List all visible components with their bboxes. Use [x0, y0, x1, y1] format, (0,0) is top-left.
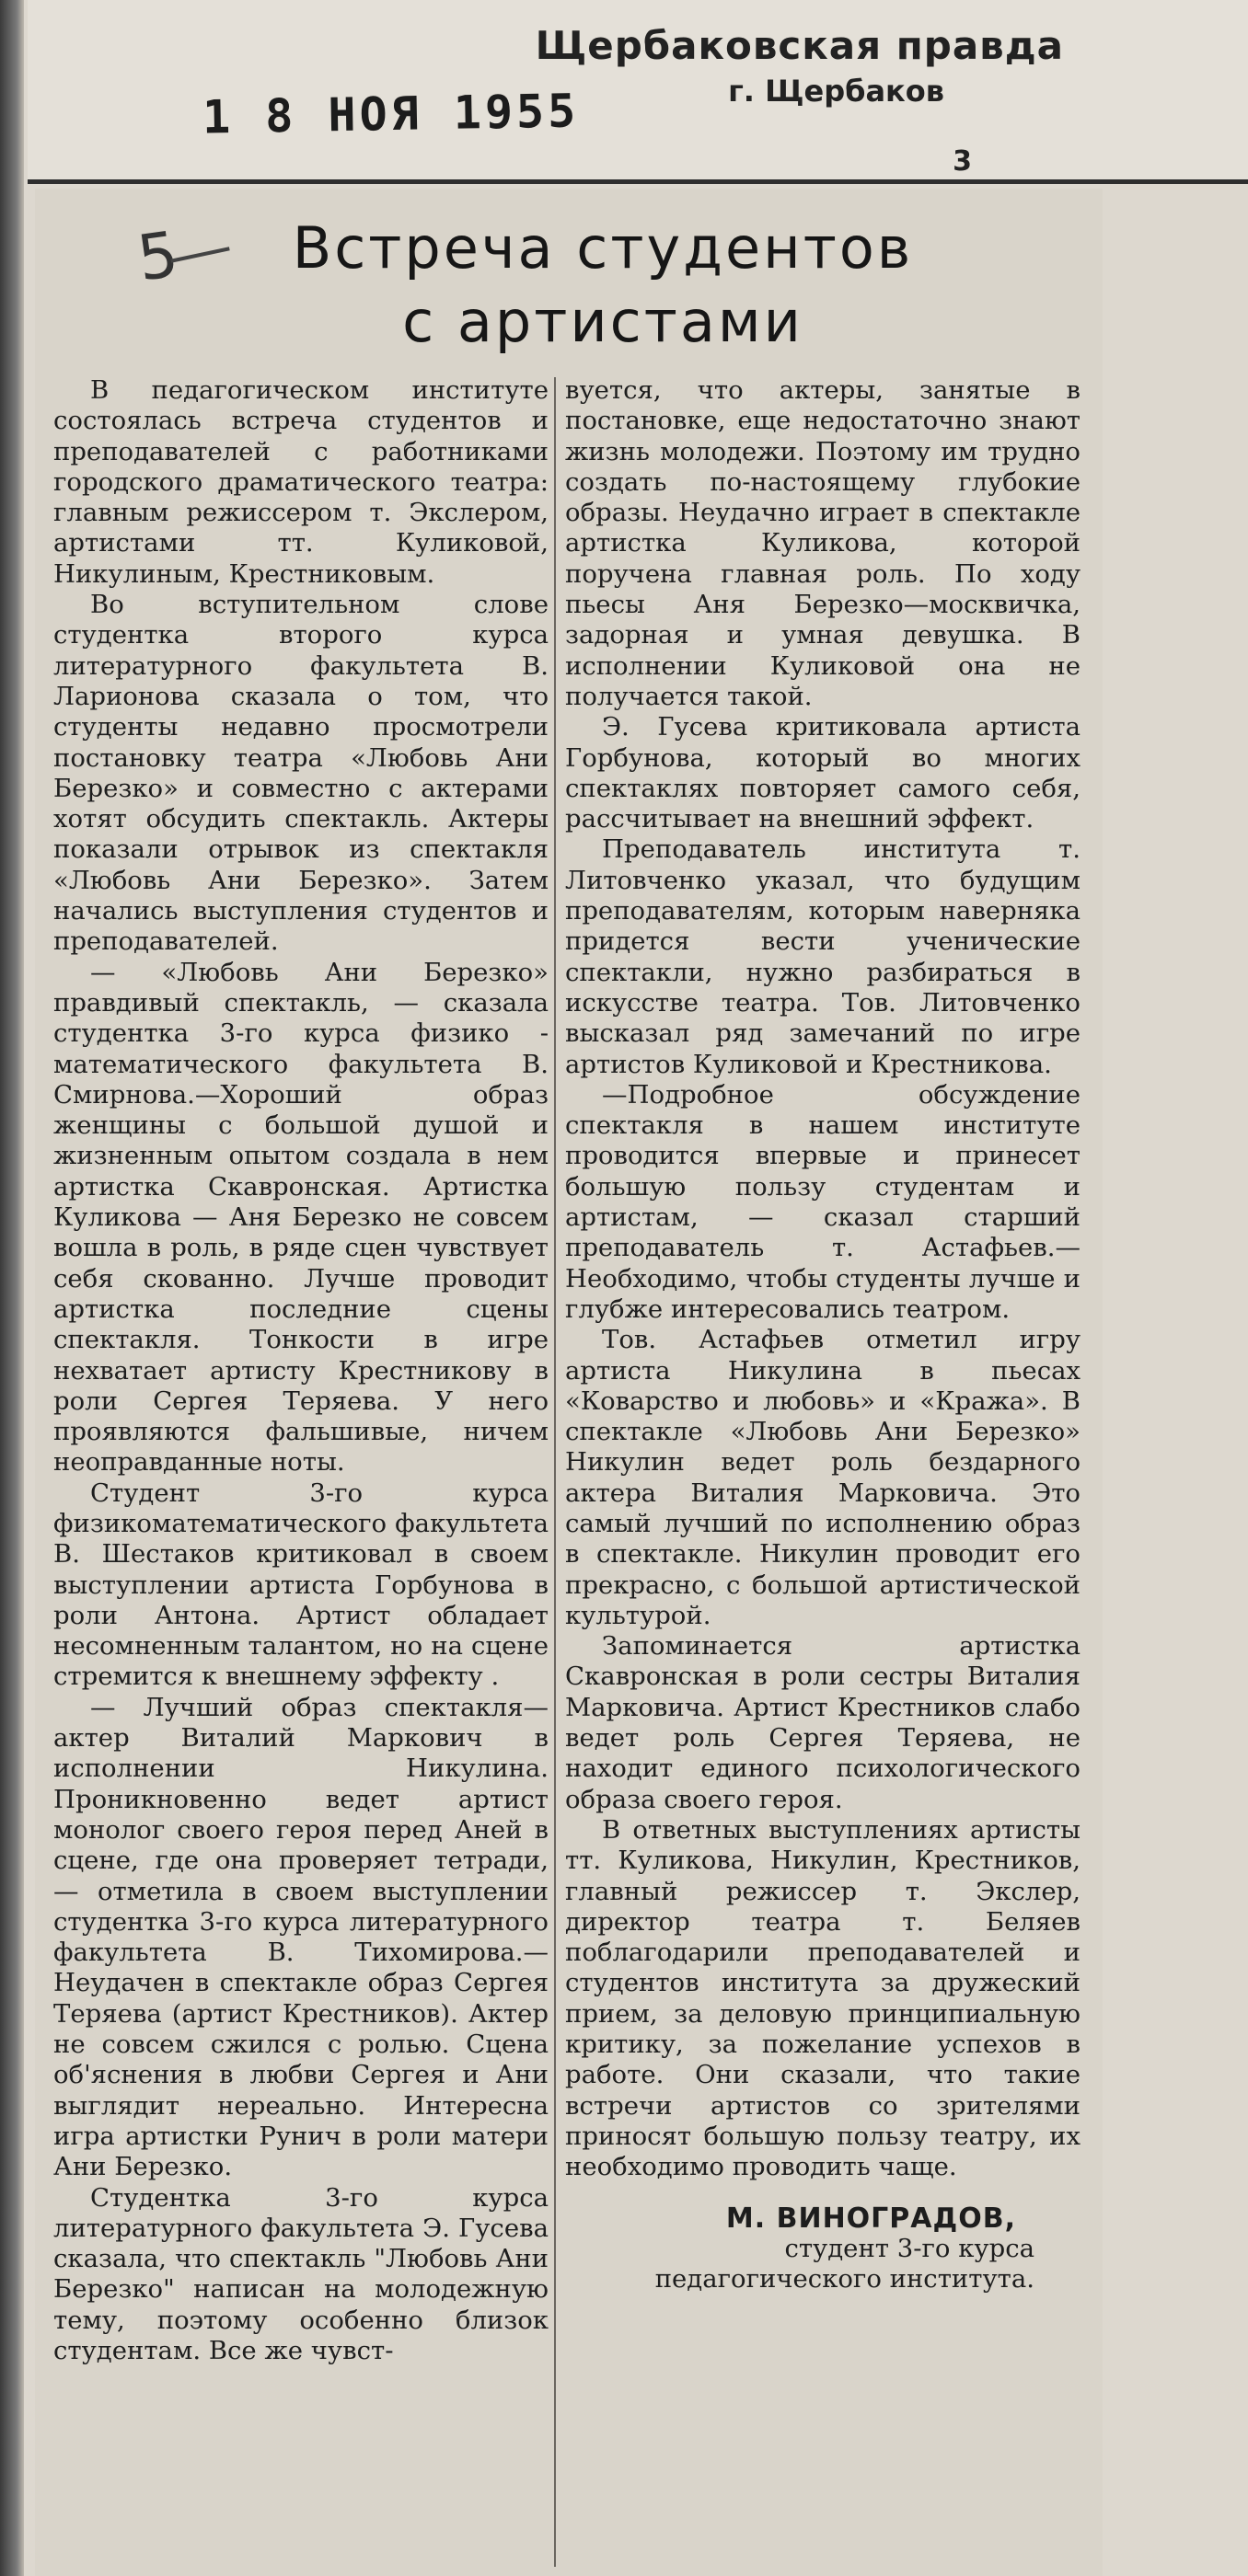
- column-rule: [554, 377, 556, 2567]
- paragraph: Запоминается артистка Скавронская в роли сестры Виталия Марковича. Артист Крестников слабо ведет роль Сергея Теряева, не находит единого психологического образа своего героя.: [565, 1631, 1080, 1814]
- article-column-left: [53, 375, 549, 2366]
- paragraph: В ответных выступлениях артисты тт. Куликова, Никулин, Крестников, главный режиссер т. Экслер, директор театра т. Беляев поблагодарили преподавателей и студентов института за дружеский прием, за деловую принципиальную критику, за пожелание успехов в работе. Они сказали, что такие встречи артистов со зрителями приносят большую пользу театру, их необходимо проводить чаще.: [565, 1814, 1080, 2182]
- newspaper-city: г. Щербаков: [728, 74, 944, 109]
- margin-pencil-mark: 5: [133, 218, 183, 296]
- date-stamp: 1 8 НОЯ 1955: [202, 84, 580, 144]
- author-affiliation-1: студент 3-го курса: [784, 2233, 1034, 2263]
- paragraph: —Подробное обсуждение спектакля в нашем институте проводится впервые и принесет большую пользу студентам и артистам, — сказал старший преподаватель т. Астафьев.—Необходимо, чтобы студенты лучше и глубже интересовались театром.: [565, 1079, 1080, 1324]
- paragraph: Во вступительном слове студентка второго курса литературного факультета В. Ларионова сказала о том, что студенты недавно просмотрели постановку театра «Любовь Ани Березко» и совместно с актерами хотят обсудить спектакль. Актеры показали отрывок из спектакля «Любовь Ани Березко». Затем начались выступления студентов и преподавателей.: [53, 590, 549, 957]
- paragraph: вуется, что актеры, занятые в постановке, еще недостаточно знают жизнь молодежи. Поэтому им трудно создать по-настоящему глубокие образы. Неудачно играет в спектакле артистка Куликова, которой поручена главная роль. По ходу пьесы Аня Березко—москвичка, задорная и умная девушка. В исполнении Куликовой она не получается такой.: [565, 375, 1080, 711]
- author-affiliation-2: педагогического института.: [654, 2264, 1034, 2294]
- scan-edge: [0, 0, 24, 2576]
- paragraph: Э. Гусева критиковала артиста Горбунова, который во многих спектаклях повторяет самого себя, рассчитывает на внешний эффект.: [565, 712, 1080, 834]
- author-signature: М. ВИНОГРАДОВ,: [725, 2202, 1016, 2235]
- headline-line-1: Встреча студентов: [292, 214, 914, 282]
- paragraph: Тов. Астафьев отметил игру артиста Никулина в пьесах «Коварство и любовь» и «Кража». В спектакле «Любовь Ани Березко» Никулин ведет роль бездарного актера Виталия Марковича. Это самый лучший по исполнению образ в спектакле. Никулин проводит его прекрасно, с большой артистической культурой.: [565, 1325, 1080, 1630]
- paragraph: В педагогическом институте состоялась встреча студентов и преподавателей с работниками городского драматического театра: главным режиссером т. Экслером, артистами тт. Куликовой, Никулиным, Крестниковым.: [53, 375, 549, 589]
- newspaper-name: Щербаковская правда: [535, 23, 1064, 68]
- paragraph: — Лучший образ спектакля— актер Виталий Маркович в исполнении Никулина. Проникновенно ведет артист монолог своего героя перед Аней в сцене, где она проверяет тетради, — отметила в своем выступлении студентка 3-го курса литературного факультета В. Тихомирова.—Неудачен в спектакле образ Сергея Теряева (артист Крестников). Актер не совсем сжился с ролью. Сцена об'яснения в любви Сергея и Ани выглядит нереально. Интересна игра артистки Рунич в роли матери Ани Березко.: [53, 1692, 549, 2182]
- article-column-right: [565, 375, 1080, 2294]
- paragraph: — «Любовь Ани Березко» правдивый спектакль, — сказала студентка 3-го курса физико - математического факультета В. Смирнова.—Хороший образ женщины с большой душой и жизненным опытом создала в нем артистка Скавронская. Артистка Куликова — Аня Березко не совсем вошла в роль, в ряде сцен чувствует себя скованно. Лучше проводит артистка последние сцены спектакля. Тонкости в игре нехватает артисту Крестникову в роли Сергея Теряева. У него проявляются фальшивые, ничем неоправданные ноты.: [53, 957, 549, 1478]
- headline-line-2: с артистами: [402, 288, 803, 355]
- page-number: 3: [953, 145, 972, 178]
- paragraph: Студентка 3-го курса литературного факультета Э. Гусева сказала, что спектакль "Любовь Ани Березко" написан на молодежную тему, поэтому особенно близок студентам. Все же чувст-: [53, 2182, 549, 2365]
- clipping-header-slip: [28, 0, 1248, 184]
- paragraph: Преподаватель института т. Литовченко указал, что будущим преподавателям, которым наверняка придется вести ученические спектакли, нужно разбираться в искусстве театра. Тов. Литовченко высказал ряд замечаний по игре артистов Куликовой и Крестникова.: [565, 834, 1080, 1079]
- paragraph: Студент 3-го курса физикоматематического факультета В. Шестаков критиковал в своем выступлении артиста Горбунова в роли Антона. Артист обладает несомненным талантом, но на сцене стремится к внешнему эффекту .: [53, 1478, 549, 1692]
- article-headline: [138, 212, 1068, 359]
